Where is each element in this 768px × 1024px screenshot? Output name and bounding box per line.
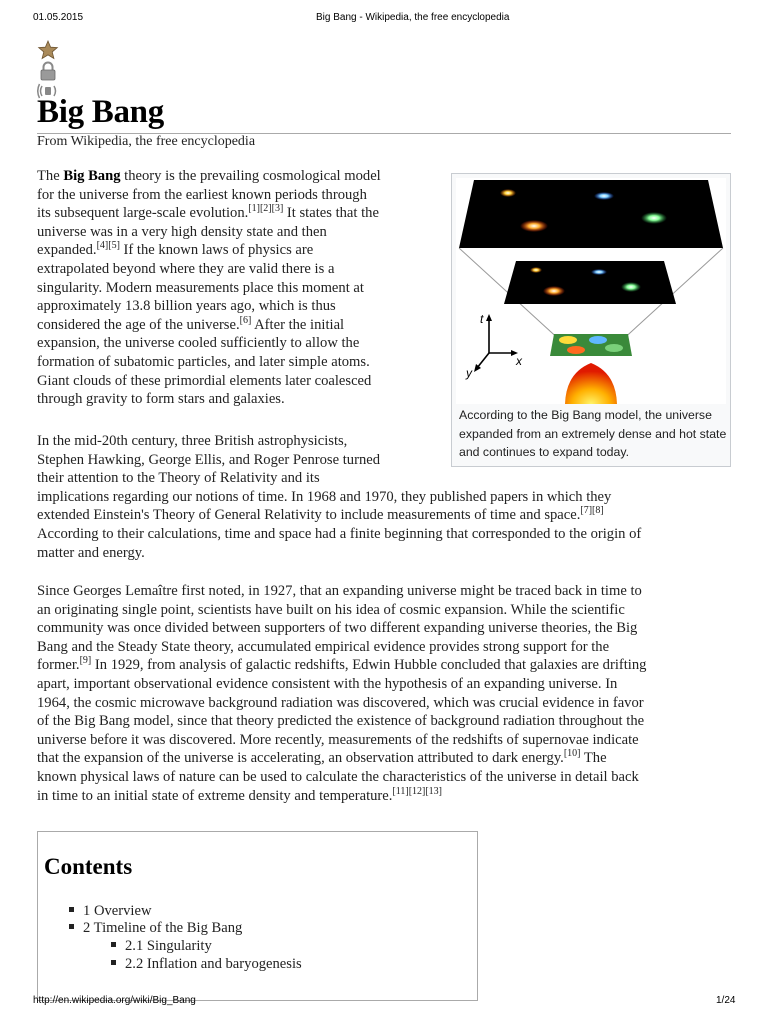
citation-link[interactable]: [6] xyxy=(239,314,252,326)
toc-item-singularity[interactable]: 2.1 Singularity xyxy=(111,938,212,955)
bullet-icon xyxy=(69,907,74,912)
star-icon xyxy=(37,40,59,60)
bullet-icon xyxy=(69,924,74,929)
intro-paragraph: The Big Bang theory is the prevailing cosmological model for the universe from the earliest known periods through its subsequent large-scale evolution.[1][2][3] It states that the universe was in a very high density state and then expanded.[4][5] If the known laws of physics are extrapolated beyond where they are valid there is a singularity. Modern measurements place this moment at approximately 13.8 billion years ago, which is thus considered the age of the universe.[6] After the initial expansion, the universe cooled sufficiently to allow the formation of subatomic particles, and later simple atoms. Giant clouds of these primordial elements later coalesced through gravity to form stars and galaxies. xyxy=(37,168,381,408)
citation-link[interactable]: [11][12][13] xyxy=(392,785,443,797)
bullet-icon xyxy=(111,942,116,947)
toc-title: Contents xyxy=(44,854,133,879)
print-date: 01.05.2015 xyxy=(33,12,84,23)
axis-y-label: y xyxy=(466,366,472,380)
toc-item-inflation[interactable]: 2.2 Inflation and baryogenesis xyxy=(111,956,302,973)
page-tagline: From Wikipedia, the free encyclopedia xyxy=(37,134,256,149)
citation-link[interactable]: [1][2][3] xyxy=(248,203,284,215)
axis-x-label: x xyxy=(516,354,522,368)
figure-caption: According to the Big Bang model, the universe expanded from an extremely dense and hot state and continues to expand today. xyxy=(459,408,727,460)
lock-icon[interactable] xyxy=(37,60,59,82)
citation-link[interactable]: [10] xyxy=(563,748,581,760)
figure-image[interactable] xyxy=(456,178,726,404)
toc-item-overview[interactable]: 1 Overview xyxy=(69,903,152,920)
universe-expansion-diagram xyxy=(456,178,726,404)
print-title: Big Bang - Wikipedia, the free encyclopedia xyxy=(316,12,510,23)
figure-thumbnail xyxy=(451,173,731,467)
table-of-contents xyxy=(37,831,478,1001)
citation-link[interactable]: [4][5] xyxy=(96,240,120,252)
evidence-paragraph: Since Georges Lemaître first noted, in 1927, that an expanding universe might be traced back in time to an originating single point, scientists have built on his idea of cosmic expansion. While the scientific community was once divided between supporters of two different expanding universe theories, the Big Bang and the Steady State theory, accumulated empirical evidence provides strong support for the former.[9] In 1929, from analysis of galactic redshifts, Edwin Hubble concluded that galaxies are drifting apart, important observational evidence consistent with the hypothesis of an expanding universe. In 1964, the cosmic microwave background radiation was discovered, which was crucial evidence in favor of the Big Bang model, since that theory predicted the existence of background radiation throughout the universe before it was discovered. More recently, measurements of the redshifts of supernovae indicate that the expansion of the universe is accelerating, an observation attributed to dark energy.[10] The known physical laws of nature can be used to calculate the characteristics of the universe in detail back in time to an initial state of extreme density and temperature.[11][12][13] xyxy=(37,583,647,804)
print-url: http://en.wikipedia.org/wiki/Big_Bang xyxy=(33,995,196,1006)
toc-item-timeline[interactable]: 2 Timeline of the Big Bang xyxy=(69,920,242,937)
bold-term: Big Bang xyxy=(63,168,121,184)
history-paragraph: In the mid-20th century, three British astrophysicists, Stephen Hawking, George Ellis, and Roger Penrose turned their attention to the Theory of Relativity and its implications regarding our notions of time. In 1968 and 1970, they published papers in which they extended Einstein's Theory of General Relativity to include measurements of time and space.[7][8] According to their calculations, time and space had a finite beginning that corresponded to the origin of matter and energy. xyxy=(37,433,642,561)
page-title: Big Bang xyxy=(37,94,164,130)
article-status-icons xyxy=(37,40,59,100)
axis-t-label: t xyxy=(480,312,484,326)
bullet-icon xyxy=(111,960,116,965)
print-page-number: 1/24 xyxy=(716,995,736,1006)
citation-link[interactable]: [9] xyxy=(79,655,92,667)
citation-link[interactable]: [7][8] xyxy=(580,505,604,517)
